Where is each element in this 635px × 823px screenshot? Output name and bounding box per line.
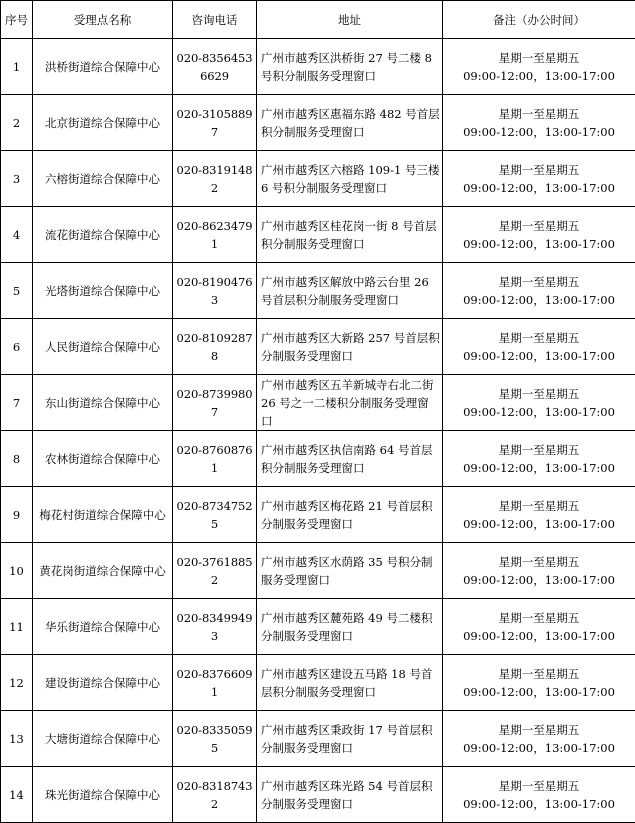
office-hours: 09:00-12:00，13:00-17:00: [445, 459, 633, 477]
office-days: 星期一至星期五: [445, 49, 633, 67]
row-index: 1: [1, 39, 33, 95]
header-note: 备注（办公时间）: [443, 1, 635, 39]
row-name: 北京街道综合保障中心: [33, 95, 173, 151]
row-phone: 020-83564536629: [173, 39, 257, 95]
office-days: 星期一至星期五: [445, 721, 633, 739]
row-phone: 020-37618852: [173, 543, 257, 599]
header-name: 受理点名称: [33, 1, 173, 39]
row-note: [443, 375, 635, 431]
row-phone: 020-87608761: [173, 431, 257, 487]
office-days: 星期一至星期五: [445, 609, 633, 627]
row-address: 广州市越秀区解放中路云台里 26 号首层积分制服务受理窗口: [257, 263, 443, 319]
row-note: [443, 431, 635, 487]
office-days: 星期一至星期五: [445, 665, 633, 683]
row-note: [443, 487, 635, 543]
row-note: [443, 151, 635, 207]
row-name: 流花街道综合保障中心: [33, 207, 173, 263]
table-row: [1, 151, 635, 207]
row-index: 7: [1, 375, 33, 431]
office-hours: 09:00-12:00，13:00-17:00: [445, 571, 633, 589]
row-note: [443, 655, 635, 711]
row-note: [443, 95, 635, 151]
row-index: 13: [1, 711, 33, 767]
row-index: 5: [1, 263, 33, 319]
office-hours: 09:00-12:00，13:00-17:00: [445, 403, 633, 421]
office-days: 星期一至星期五: [445, 329, 633, 347]
row-note: [443, 207, 635, 263]
row-address: 广州市越秀区五羊新城寺右北二街 26 号之一二楼积分制服务受理窗口: [257, 375, 443, 431]
table-row: [1, 207, 635, 263]
row-address: 广州市越秀区大新路 257 号首层积分制服务受理窗口: [257, 319, 443, 375]
row-name: 洪桥街道综合保障中心: [33, 39, 173, 95]
office-hours: 09:00-12:00，13:00-17:00: [445, 347, 633, 365]
row-name: 华乐街道综合保障中心: [33, 599, 173, 655]
row-phone: 020-83191482: [173, 151, 257, 207]
row-phone: 020-83350595: [173, 711, 257, 767]
office-hours: 09:00-12:00，13:00-17:00: [445, 627, 633, 645]
office-hours: 09:00-12:00，13:00-17:00: [445, 683, 633, 701]
table-row: [1, 599, 635, 655]
row-note: [443, 711, 635, 767]
row-note: [443, 263, 635, 319]
row-address: 广州市越秀区建设五马路 18 号首层积分制服务受理窗口: [257, 655, 443, 711]
row-name: 黄花岗街道综合保障中心: [33, 543, 173, 599]
row-name: 人民街道综合保障中心: [33, 319, 173, 375]
table-row: [1, 95, 635, 151]
table-row: [1, 767, 635, 823]
office-days: 星期一至星期五: [445, 105, 633, 123]
office-days: 星期一至星期五: [445, 385, 633, 403]
row-phone: 020-83499493: [173, 599, 257, 655]
row-name: 大塘街道综合保障中心: [33, 711, 173, 767]
table-row: [1, 319, 635, 375]
row-name: 建设街道综合保障中心: [33, 655, 173, 711]
row-note: [443, 39, 635, 95]
table-row: [1, 375, 635, 431]
row-index: 6: [1, 319, 33, 375]
office-hours: 09:00-12:00，13:00-17:00: [445, 235, 633, 253]
row-address: 广州市越秀区桂花岗一街 8 号首层积分制服务受理窗口: [257, 207, 443, 263]
row-name: 光塔街道综合保障中心: [33, 263, 173, 319]
row-index: 12: [1, 655, 33, 711]
row-address: 广州市越秀区六榕路 109-1 号三楼 6 号积分制服务受理窗口: [257, 151, 443, 207]
table-row: [1, 431, 635, 487]
row-name: 东山街道综合保障中心: [33, 375, 173, 431]
row-phone: 020-83766091: [173, 655, 257, 711]
office-hours: 09:00-12:00，13:00-17:00: [445, 123, 633, 141]
office-hours: 09:00-12:00，13:00-17:00: [445, 179, 633, 197]
row-index: 8: [1, 431, 33, 487]
row-address: 广州市越秀区梅花路 21 号首层积分制服务受理窗口: [257, 487, 443, 543]
office-hours: 09:00-12:00，13:00-17:00: [445, 739, 633, 757]
row-index: 11: [1, 599, 33, 655]
row-name: 梅花村街道综合保障中心: [33, 487, 173, 543]
row-address: 广州市越秀区秉政街 17 号首层积分制服务受理窗口: [257, 711, 443, 767]
row-phone: 020-87399807: [173, 375, 257, 431]
row-phone: 020-31058897: [173, 95, 257, 151]
row-address: 广州市越秀区水荫路 35 号积分制服务受理窗口: [257, 543, 443, 599]
row-index: 10: [1, 543, 33, 599]
header-address: 地址: [257, 1, 443, 39]
table-row: [1, 711, 635, 767]
row-phone: 020-83187432: [173, 767, 257, 823]
row-address: 广州市越秀区执信南路 64 号首层积分制服务受理窗口: [257, 431, 443, 487]
office-days: 星期一至星期五: [445, 161, 633, 179]
row-name: 珠光街道综合保障中心: [33, 767, 173, 823]
row-address: 广州市越秀区麓苑路 49 号二楼积分制服务受理窗口: [257, 599, 443, 655]
header-phone: 咨询电话: [173, 1, 257, 39]
row-note: [443, 543, 635, 599]
row-note: [443, 599, 635, 655]
table-row: [1, 655, 635, 711]
row-phone: 020-87347525: [173, 487, 257, 543]
table-row: [1, 39, 635, 95]
row-index: 14: [1, 767, 33, 823]
row-phone: 020-81092878: [173, 319, 257, 375]
row-note: [443, 319, 635, 375]
table-header-row: [1, 1, 635, 39]
office-hours: 09:00-12:00，13:00-17:00: [445, 291, 633, 309]
office-days: 星期一至星期五: [445, 217, 633, 235]
row-index: 2: [1, 95, 33, 151]
office-days: 星期一至星期五: [445, 553, 633, 571]
office-hours: 09:00-12:00，13:00-17:00: [445, 515, 633, 533]
row-name: 农林街道综合保障中心: [33, 431, 173, 487]
row-address: 广州市越秀区珠光路 54 号首层积分制服务受理窗口: [257, 767, 443, 823]
row-index: 4: [1, 207, 33, 263]
table-row: [1, 263, 635, 319]
table-row: [1, 487, 635, 543]
row-index: 3: [1, 151, 33, 207]
row-phone: 020-86234791: [173, 207, 257, 263]
office-hours: 09:00-12:00，13:00-17:00: [445, 67, 633, 85]
row-phone: 020-81904763: [173, 263, 257, 319]
office-days: 星期一至星期五: [445, 441, 633, 459]
office-days: 星期一至星期五: [445, 497, 633, 515]
office-days: 星期一至星期五: [445, 777, 633, 795]
row-address: 广州市越秀区惠福东路 482 号首层积分制服务受理窗口: [257, 95, 443, 151]
row-name: 六榕街道综合保障中心: [33, 151, 173, 207]
row-address: 广州市越秀区洪桥街 27 号二楼 8 号积分制服务受理窗口: [257, 39, 443, 95]
table-row: [1, 543, 635, 599]
office-hours: 09:00-12:00，13:00-17:00: [445, 795, 633, 813]
office-days: 星期一至星期五: [445, 273, 633, 291]
header-index: 序号: [1, 1, 33, 39]
row-index: 9: [1, 487, 33, 543]
row-note: [443, 767, 635, 823]
